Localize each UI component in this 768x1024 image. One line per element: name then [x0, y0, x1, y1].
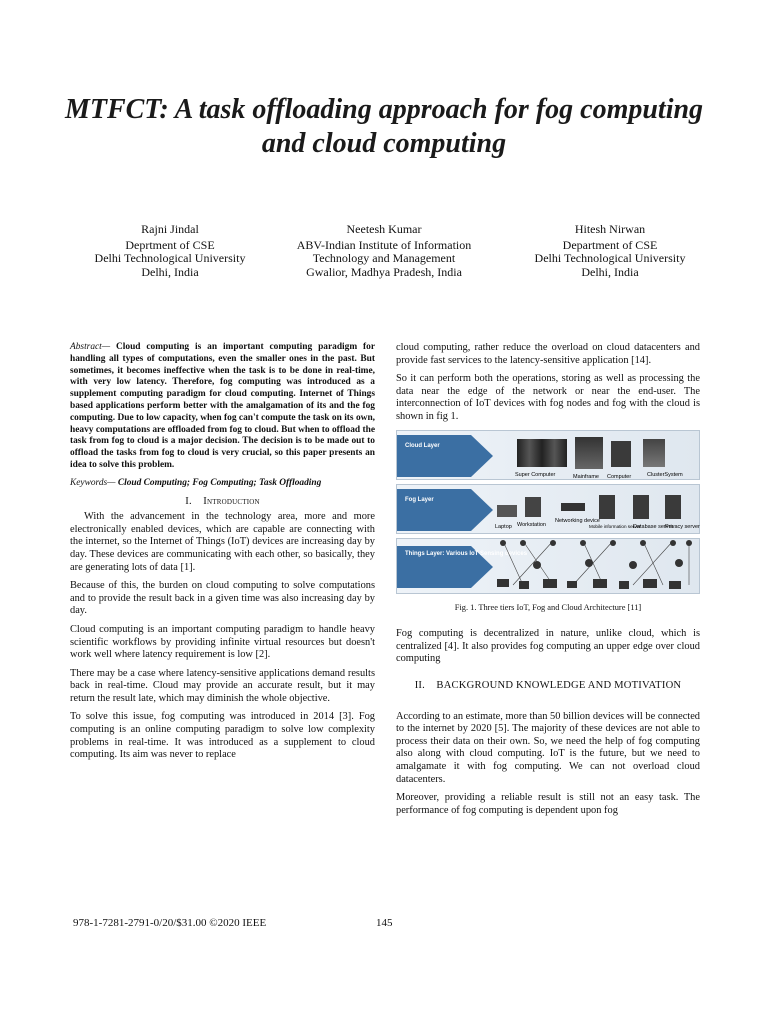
device-label: Laptop	[495, 523, 512, 530]
section-title: Introduction	[203, 495, 260, 507]
paragraph: So it can perform both the operations, storing as well as processing the data near the edge of the network or near the end-user. The interconnection of IoT devices with fog nodes and fog with the cloud is shown in fig 1.	[396, 373, 700, 422]
author-affiliation: Deprtment of CSE	[125, 237, 215, 252]
author-affiliation: Gwalior, Madhya Pradesh, India	[306, 264, 462, 279]
abstract-lead: Abstract—	[70, 342, 111, 352]
laptop-icon	[497, 505, 517, 517]
author-affiliation: Technology and Management	[312, 251, 456, 265]
abstract	[70, 342, 375, 472]
author-affiliation: Department of CSE	[562, 237, 658, 252]
page-number: 145	[376, 917, 393, 929]
paragraph: There may be a case where latency-sensitive applications demand results back in real-time. Cloud may provide an accurate result, but it may return the result late, which may diminish the whole objective.	[70, 667, 375, 704]
keywords-lead: Keywords—	[70, 477, 116, 488]
fog-tier	[396, 484, 700, 534]
paragraph: To solve this issue, fog computing was introduced in 2014 [3]. Fog computing is an online computing paradigm to solve low complexity problems in real-time. It was introduced as a supplement to cloud computing. Its aim was never to replace	[70, 711, 375, 761]
section-number: II.	[414, 679, 426, 691]
tier-arrow-icon	[397, 489, 493, 531]
left-column	[70, 342, 375, 768]
device-label: Mobile information server	[589, 523, 641, 529]
tier-label: Fog Layer	[405, 496, 434, 503]
mainframe-icon	[575, 437, 603, 469]
computer-icon	[611, 441, 631, 467]
author-name: Rajni Jindal	[141, 222, 199, 236]
author-affiliation: Delhi Technological University	[534, 251, 686, 265]
author-3	[510, 223, 710, 279]
footer-copyright: 978-1-7281-2791-0/20/$31.00 ©2020 IEEE	[73, 917, 267, 929]
section-heading-background	[396, 680, 700, 693]
author-affiliation: Delhi Technological University	[94, 251, 246, 265]
paragraph: With the advancement in the technology area, more and more electronically enabled devices, which are capable are connecting with the internet, so the Internet of Things (IoT) devices are increasing day by day. These devices are communicating with each other, so basically, they are generating lots of data [1].	[70, 511, 375, 573]
section-number: I.	[185, 495, 192, 507]
supercomputer-icon	[517, 439, 567, 467]
device-label: Mainframe	[573, 473, 599, 480]
author-affiliation: ABV-Indian Institute of Information	[296, 237, 472, 252]
device-label: ClusterSystem	[647, 471, 683, 478]
server-icon	[633, 495, 649, 519]
paragraph: Cloud computing is an important computing paradigm to handle heavy scientific workflows by providing infinite virtual resources but doesn't work well where latency requirement is low [2].	[70, 623, 375, 661]
device-label: Networking device	[555, 517, 600, 524]
device-label: Workstation	[517, 521, 546, 528]
server-icon	[599, 495, 615, 519]
tier-label: Things Layer: Various IoT Sensing devices	[405, 550, 528, 557]
paper-title: MTFCT: A task offloading approach for fog computing and cloud computing	[64, 94, 704, 159]
paragraph: cloud computing, rather reduce the overload on cloud datacenters and provide fast services to the latency-sensitive application [14].	[396, 342, 700, 366]
networking-device-icon	[561, 503, 585, 511]
keywords	[70, 478, 375, 490]
paragraph: Fog computing is decentralized in nature, unlike cloud, which is centralized [4]. It also provides fog computing an upper edge over cloud computing	[396, 628, 700, 665]
figure-caption: Fig. 1. Three tiers IoT, Fog and Cloud Architecture [11]	[454, 602, 642, 612]
paragraph: Because of this, the burden on cloud computing to solve computations and to provide the result back in a given time was also increasing day by day.	[70, 580, 375, 617]
section-title: BACKGROUND KNOWLEDGE AND MOTIVATION	[436, 679, 682, 691]
author-1	[70, 223, 270, 279]
author-name: Neetesh Kumar	[346, 222, 422, 236]
workstation-icon	[525, 497, 541, 517]
things-tier	[396, 538, 700, 594]
figure-1	[396, 430, 700, 594]
cluster-system-icon	[643, 439, 665, 467]
device-label: Computer	[607, 473, 632, 480]
keywords-text: Cloud Computing; Fog Computing; Task Offloading	[117, 477, 322, 488]
tier-label: Cloud Layer	[405, 442, 440, 449]
device-label: Privacy server	[665, 523, 700, 530]
author-affiliation: Delhi, India	[581, 264, 639, 279]
cloud-tier	[396, 430, 700, 480]
author-2	[284, 223, 484, 279]
paragraph: Moreover, providing a reliable result is still not an easy task. The performance of fog computing is dependent upon fog	[396, 792, 700, 816]
device-label: Database server	[633, 523, 674, 530]
right-column	[396, 342, 700, 823]
author-name: Hitesh Nirwan	[574, 222, 646, 236]
server-icon	[665, 495, 681, 519]
author-affiliation: Delhi, India	[141, 264, 199, 279]
iot-devices-network-icon	[493, 539, 699, 593]
paragraph: According to an estimate, more than 50 billion devices will be connected to the internet by 2020 [5]. The majority of these devices are not able to process their data on their own. So, we need the help of fog computing also along with cloud computing. IoT is the future, but we need to amalgamate it with fog computing. We can not overload cloud datacenters.	[396, 710, 700, 785]
abstract-text: Cloud computing is an important computing paradigm for handling all types of computations, even the smaller ones in the past. But sometimes, it becomes ineffective when the task is to be done in real-time, with very low latency. Therefore, fog computing was introduced as a supplement computing paradigm for cloud computing. Internet of Things based applications perform better with the amalgamation of its and the fog computing. Due to low capacity, when fog can't compute the task on its own, heavy computations are offloaded from fog to cloud. But when to offload the task from fog to cloud is a major decision. The decision is to be made out to offload the tasks from fog to cloud is very crucial, so this paper presents an idea to solve this problem.	[70, 342, 376, 470]
device-label: Super Computer	[515, 471, 556, 478]
section-heading-introduction	[70, 496, 375, 509]
tier-arrow-icon	[397, 435, 493, 477]
